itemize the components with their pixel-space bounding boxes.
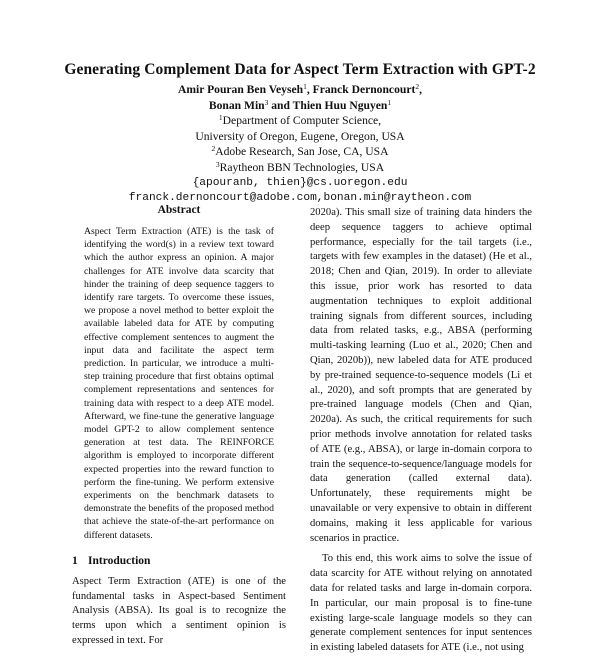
paper-title: Generating Complement Data for Aspect Term Extraction with GPT-2 [64,61,536,78]
section-title: Introduction [88,554,151,567]
author-affiliation-mark: 1 [387,97,392,107]
affiliation-mark: 1 [218,113,223,123]
author-separator: , [306,83,313,96]
author-affiliation-mark: 1 [303,82,307,91]
body-paragraph: 2020a). This small size of training data hinders the deep sequence taggers to achieve optimal performance, especially for the tail targets (i.e., targets with few examples in the dataset) (He et al., 2018; Chen and Qian, 2019). In order to alleviate this issue, prior work has resorted to data augmentation techniques to exploit additional training signals from different sources, including data from related tasks, e.g., ABSA (performing multi-tasking learning (Luo et al., 2020; Chen and Qian, 2020b)), new labeled data for ATE produced by pre-trained sequence-to-sequence models (Li et al., 2020), and soft prompts that are generated by pre-trained language models (Chen and Qian, 2020a). As such, the critical requirements for such prior methods involve annotation for related tasks of ATE (e.g., ABSA), or large in-domain corpora to train the sequence-to-sequence/language models for data generation (called external data). Unfortunately, these requirements might be unavailable or very expensive to obtain in different domains, making it less applicable for various scenarios in practice. [310,207,532,544]
author-block [0,82,600,207]
affiliation-text: University of Oregon, Eugene, Oregon, USA [195,129,405,143]
author-name: Amir Pouran Ben Veyseh [177,83,304,96]
section-number: 1 [72,554,78,567]
author-affiliation-mark: 2 [415,82,420,91]
body-paragraph: To this end, this work aims to solve the issue of data scarcity for ATE without relying on annotated data for related tasks and large in-domain corpora. In particular, our main proposal is to fine-tune existing large-scale language models so they can generate complement sentences for input sentences in existing labeled datasets for ATE (i.e., not using [310,553,532,654]
affiliation-text: Raytheon BBN Technologies, USA [219,160,385,174]
author-name: Bonan Min [208,98,265,112]
author-line-1 [0,82,600,98]
affiliation-mark: 3 [215,159,220,169]
affiliation-line [0,144,600,160]
affiliation-line [0,160,600,176]
abstract-text: Aspect Term Extraction (ATE) is the task of identifying the word(s) in a review text toward which the author express an opinion. A major challenges for ATE involve data scarcity that hinder the training of deep sequence taggers to identify rare targets. To overcome these issues, we propose a novel method to better exploit the available labeled data for ATE by computing effective complement sentences to augment the input data and facilitate the aspect term prediction. In particular, we introduce a multi-step training procedure that first obtains optimal complement representations and sentences for training data with respect to a deep ATE model. Afterward, we fine-tune the generative language model GPT-2 to allow complement sentence generation at test data. The REINFORCE algorithm is employed to incorporate different expected properties into the reward function to perform the fine-tuning. We perform extensive experiments on the benchmark datasets to demonstrate the benefits of the proposed method that achieve the state-of-the-art performance on different datasets. [84,226,274,541]
author-separator: , [419,83,422,96]
author-affiliation-mark: 3 [264,97,269,107]
affiliation-text: Department of Computer Science, [222,114,382,128]
affiliation-text: Adobe Research, San Jose, CA, USA [215,145,389,159]
affiliation-line [0,113,600,129]
introduction-paragraph: Aspect Term Extraction (ATE) is one of the fundamental tasks in Aspect-based Sentiment Analysis (ABSA). Its goal is to recognize the terms upon which a sentiment opinion is expressed in text. For [72,575,286,647]
section-heading-introduction [72,555,286,567]
affiliation-line [0,129,600,145]
author-line-2 [0,98,600,114]
author-name: Thien Huu Nguyen [292,98,388,112]
author-conjunction: and [268,98,293,112]
author-name: Franck Dernoncourt [312,83,416,96]
left-column [72,204,286,649]
author-email: franck.dernoncourt@adobe.com,bonan.min@raytheon.com [128,192,472,205]
affiliation-mark: 2 [211,144,216,154]
author-email: {apouranb, thien}@cs.uoregon.edu [192,176,408,189]
right-column [310,206,532,656]
abstract-heading: Abstract [157,204,201,216]
